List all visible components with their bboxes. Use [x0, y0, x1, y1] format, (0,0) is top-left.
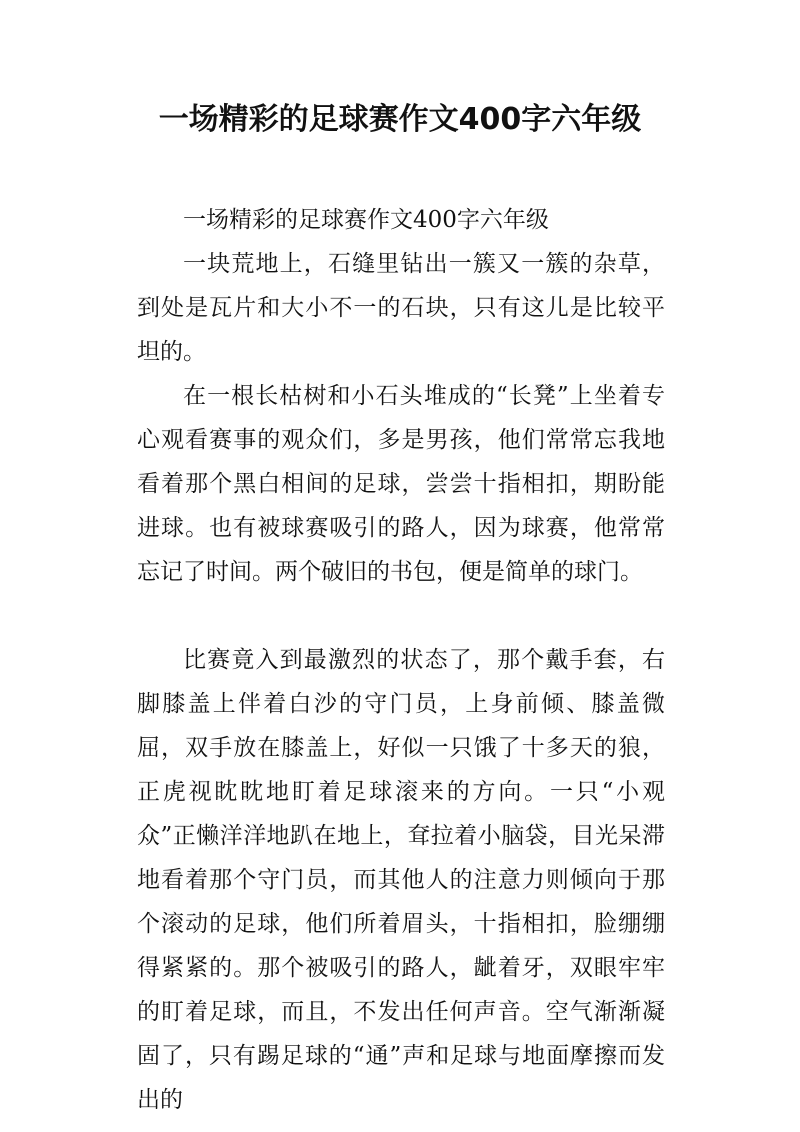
paragraph-1: 一块荒地上，石缝里钻出一簇又一簇的杂草，到处是瓦片和大小不一的石块，只有这儿是比较平坦的。 [137, 251, 665, 365]
paragraph-2: 在一根长枯树和小石头堆成的“长凳”上坐着专心观看赛事的观众们，多是男孩，他们常常忘我地看着那个黑白相间的足球，尝尝十指相扣，期盼能进球。也有被球赛吸引的路人，因为球赛，他常常忘记了时间。两个破旧的书包，便是简单的球门。 [137, 383, 665, 585]
paragraph-3: 比赛竟入到最激烈的状态了，那个戴手套，右脚膝盖上伴着白沙的守门员，上身前倾、膝盖微屈，双手放在膝盖上，好似一只饿了十多天的狼，正虎视眈眈地盯着足球滚来的方向。一只“小观众”正懒洋洋地趴在地上，耷拉着小脑袋，目光呆滞地看着那个守门员，而其他人的注意力则倾向于那个滚动的足球，他们所着眉头，十指相扣，脸绷绷得紧紧的。那个被吸引的路人，龇着牙，双眼牢牢的盯着足球，而且，不发出任何声音。空气渐渐凝固了，只有踢足球的“通”声和足球与地面摩擦而发出的 [137, 647, 665, 1113]
document-title: 一场精彩的足球赛作文400字六年级 [158, 102, 642, 137]
paragraph-subtitle: 一场精彩的足球赛作文400字六年级 [183, 207, 549, 233]
document-body [137, 198, 665, 1122]
